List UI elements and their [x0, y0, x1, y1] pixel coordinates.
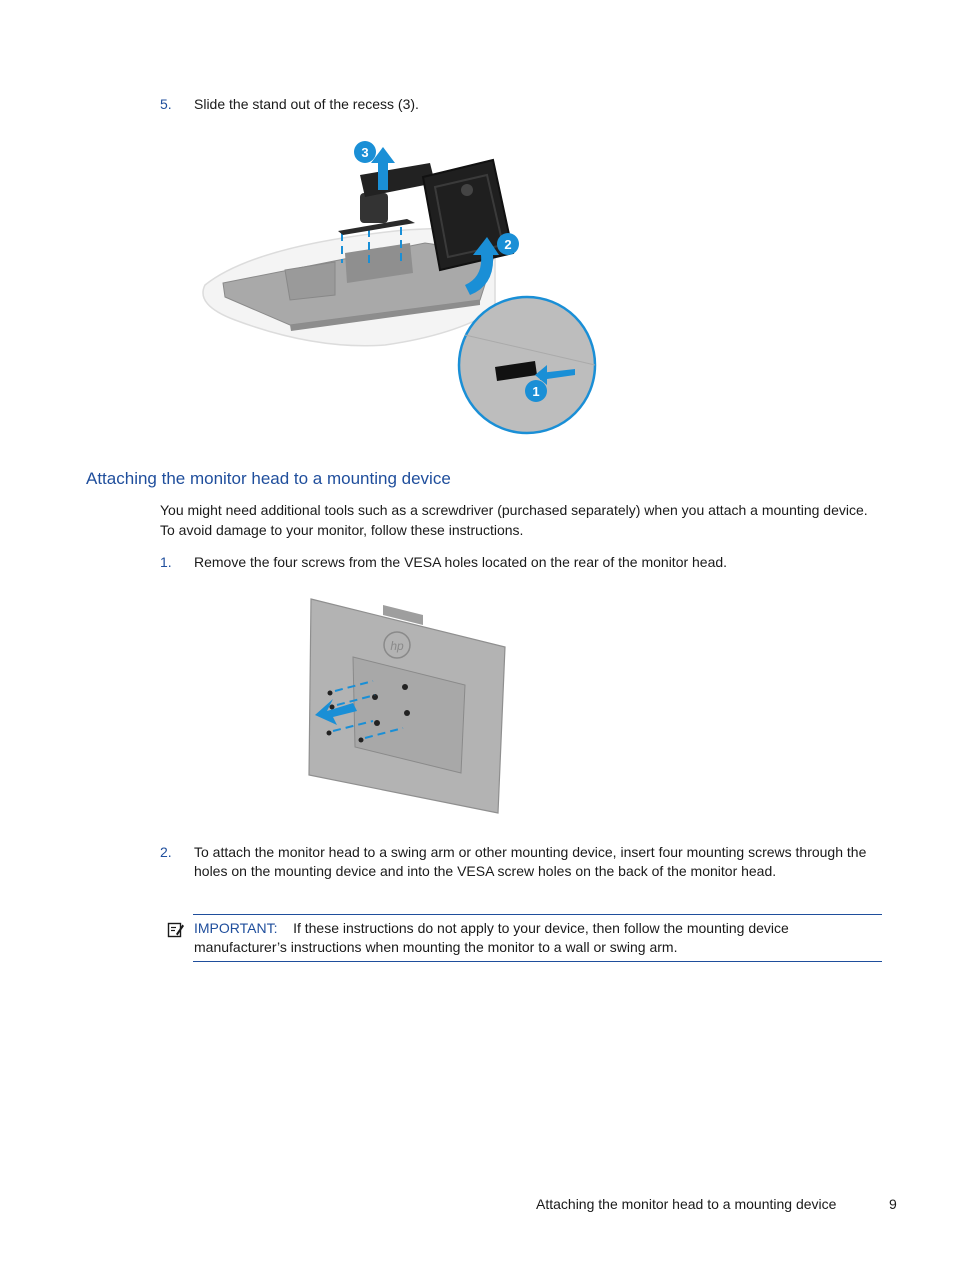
step-2-text: To attach the monitor head to a swing arm or other mounting device, insert four mounting screws through the holes on the mounting device and into the VESA screw holes on the back of the monitor head.	[194, 844, 867, 879]
section-intro: You might need additional tools such as a screwdriver (purchased separately) when you attach a mounting device. To avoid damage to your monitor, follow these instructions.	[160, 502, 868, 538]
callout-2: 2	[504, 237, 512, 252]
note-text: If these instructions do not apply to your device, then follow the mounting device manufacturer’s instructions when mounting the monitor to a wall or swing arm.	[194, 920, 789, 955]
step-5-number: 5.	[160, 96, 172, 112]
section-heading: Attaching the monitor head to a mounting device	[86, 469, 451, 488]
svg-text:hp: hp	[390, 639, 404, 653]
important-note	[194, 919, 880, 957]
page-number: 9	[889, 1196, 897, 1212]
callout-1: 1	[532, 384, 540, 399]
note-label: IMPORTANT:	[194, 920, 278, 936]
vesa-screw-removal-illustration	[305, 595, 510, 817]
step-1-text: Remove the four screws from the VESA holes located on the rear of the monitor head.	[194, 554, 728, 570]
footer-title: Attaching the monitor head to a mounting device	[536, 1196, 837, 1212]
step-5-text: Slide the stand out of the recess (3).	[194, 96, 419, 112]
step-1-number: 1.	[160, 554, 172, 570]
step-2-number: 2.	[160, 844, 172, 860]
callout-3: 3	[361, 145, 369, 160]
stand-removal-illustration	[195, 135, 605, 440]
important-note-icon	[167, 921, 185, 939]
note-bottom-rule	[193, 961, 882, 962]
note-top-rule	[193, 914, 882, 915]
